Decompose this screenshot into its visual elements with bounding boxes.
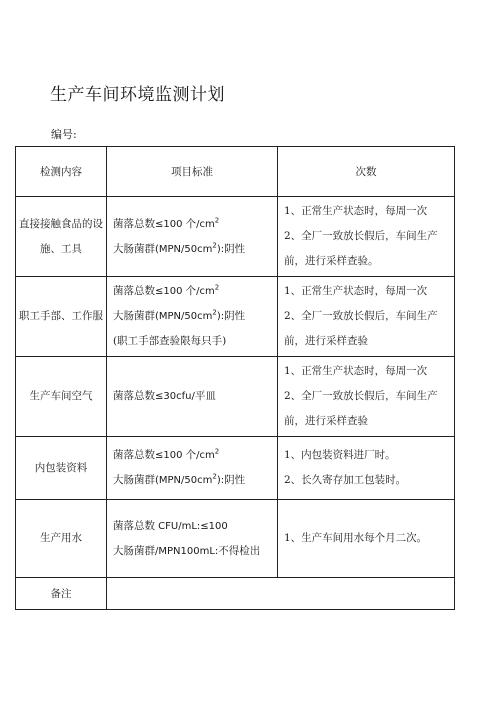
table-row — [16, 357, 455, 437]
header-inspection-content: 检测内容 — [16, 147, 107, 197]
standard-line: 菌落总数≤100 个$/cm^2$ — [113, 447, 220, 461]
standard-cell — [107, 197, 278, 277]
item-name: 生产车间空气 — [29, 390, 93, 402]
item-name: 职工手部、工作服 — [19, 310, 103, 322]
frequency-line: 1、正常生产状态时，每周一次 — [284, 205, 428, 217]
standard-line: 菌落总数≤30cfu/平皿 — [113, 390, 216, 402]
header-standard: 项目标准 — [107, 147, 278, 197]
table-row — [16, 437, 455, 500]
table-row — [16, 500, 455, 578]
frequency-line: 1、生产车间用水每个月二次。 — [284, 532, 428, 544]
item-cell — [16, 197, 107, 277]
item-name: 内包装资料 — [34, 461, 88, 474]
standard-line: 大肠菌群$(MPN/50cm^2)$:阴性 — [113, 308, 246, 322]
standard-line: 大肠菌群/MPN100mL:不得检出 — [113, 544, 261, 557]
standard-cell — [107, 500, 278, 578]
frequency-cell — [278, 500, 455, 578]
frequency-cell — [278, 277, 455, 357]
table-row — [16, 197, 455, 277]
standard-line: 大肠菌群$(MPN/50cm^2)$:阴性 — [113, 472, 246, 486]
item-name: 生产用水 — [40, 532, 82, 544]
item-cell — [16, 500, 107, 578]
frequency-line: 1、正常生产状态时，每周一次 — [284, 285, 428, 297]
item-cell — [16, 277, 107, 357]
header-frequency: 次数 — [278, 147, 455, 197]
standard-line: 菌落总数≤100 个$/cm^2$ — [113, 283, 220, 297]
standard-cell — [107, 277, 278, 357]
frequency-cell — [278, 357, 455, 437]
standard-line: 菌落总数≤100 个$/cm^2$ — [113, 216, 220, 230]
frequency-cell — [278, 437, 455, 500]
table-row — [16, 277, 455, 357]
frequency-line: 2、全厂一致放长假后，车间生产前，进行采样查验 — [284, 310, 438, 347]
table-header-row — [16, 147, 455, 197]
remark-row — [16, 578, 455, 610]
frequency-line: 2、全厂一致放长假后，车间生产前，进行采样查验。 — [284, 230, 438, 267]
item-cell — [16, 437, 107, 500]
standard-line: 大肠菌群$(MPN/50cm^2)$:阴性 — [113, 241, 246, 255]
remark-value — [107, 578, 455, 610]
standard-line: (职工手部查验限每只手) — [113, 335, 227, 347]
frequency-line: 2、全厂一致放长假后，车间生产前，进行采样查验 — [284, 390, 438, 427]
item-name: 直接接触食品的设施、工具 — [19, 217, 103, 255]
remark-label: 备注 — [16, 578, 107, 610]
item-cell — [16, 357, 107, 437]
frequency-line: 1、正常生产状态时，每周一次 — [284, 365, 428, 377]
monitoring-plan-table — [15, 146, 455, 610]
standard-line: 菌落总数 CFU/mL:≤100 — [113, 519, 228, 532]
frequency-cell — [278, 197, 455, 277]
standard-cell — [107, 437, 278, 500]
document-title: 生产车间环境监测计划 — [50, 85, 225, 105]
standard-cell — [107, 357, 278, 437]
frequency-line: 2、长久寄存加工包装时。 — [284, 474, 407, 486]
serial-number-label: 编号: — [51, 128, 77, 141]
frequency-line: 1、内包装资料进厂时。 — [284, 449, 396, 461]
